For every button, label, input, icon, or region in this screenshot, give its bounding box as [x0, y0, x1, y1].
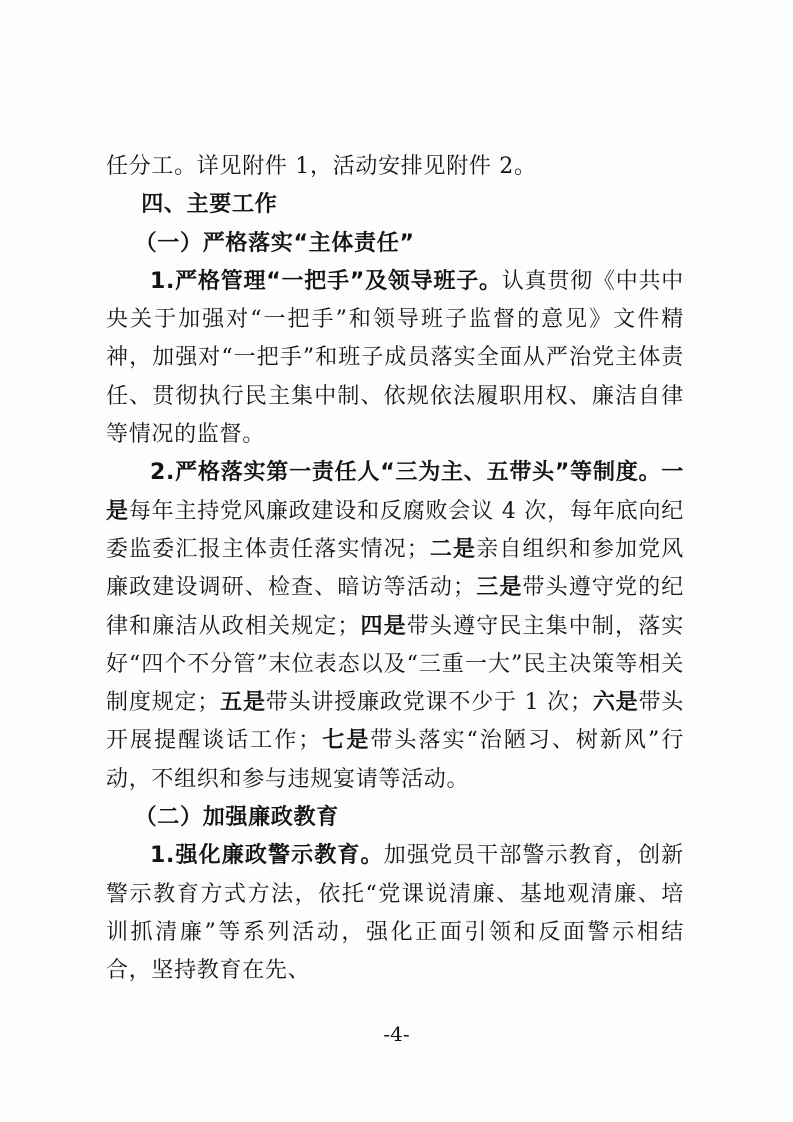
section-heading: 四、主要工作 — [141, 192, 278, 218]
item-1-2-paragraph — [106, 454, 684, 799]
subsection-heading-2: （二）加强廉政教育 — [134, 805, 339, 831]
item-1-2-title: 2.严格落实第一责任人“三为主、五带头”等制度。 — [150, 460, 662, 486]
point-2-text: 亲自组织和参加党风廉政建设调研、检查、暗访等活动； — [106, 536, 684, 601]
point-1-text: 每年主持党风廉政建设和反腐败会议 4 次，每年底向纪委监委汇报主体责任落实情况； — [106, 498, 684, 562]
point-2-label: 二是 — [429, 536, 477, 562]
point-4-label: 四是 — [360, 613, 407, 639]
page-number: -4- — [383, 1022, 410, 1046]
body-text — [106, 148, 684, 991]
item-2-1-text: 加强党员干部警示教育，创新警示教育方式方法，依托“党课说清廉、基地观清廉、培训抓清廉”等系列活动，强化正面引领和反面警示相结合，坚持教育在先、 — [106, 843, 684, 984]
item-1-1-text: 认真贯彻《中共中央关于加强对“一把手”和领导班子监督的意见》文件精神，加强对“一把手”和班子成员落实全面从严治党主体责任、贯彻执行民主集中制、依规依法履职用权、廉洁自律等情况的监督。 — [106, 268, 684, 448]
continuation-paragraph: 任分工。详见附件 1，活动安排见附件 2。 — [106, 154, 537, 179]
item-2-1-paragraph — [106, 837, 684, 990]
point-3-label: 三是 — [475, 575, 523, 601]
point-6-text: 带头开展提醒谈话工作； — [106, 690, 685, 754]
item-1-1-paragraph — [106, 263, 684, 454]
item-1-1-title: 1.严格管理“一把手”及领导班子。 — [150, 268, 502, 294]
point-7-label: 七是 — [320, 728, 371, 754]
point-5-text: 带头讲授廉政党课不少于 1 次； — [265, 690, 593, 716]
point-7-text: 带头落实“治陋习、树新风”行动，不组织和参与违规宴请等活动。 — [106, 728, 684, 792]
point-5-label: 五是 — [220, 690, 266, 716]
item-2-1-title: 1.强化廉政警示教育。 — [150, 843, 384, 869]
subsection-heading-1: （一）严格落实“主体责任” — [134, 230, 415, 256]
point-6-label: 六是 — [592, 690, 639, 716]
point-3-text: 带头遵守党的纪律和廉洁从政相关规定； — [106, 575, 685, 639]
point-4-text: 带头遵守民主集中制，落实好“四个不分管”末位表态以及“三重一大”民主决策等相关制度规定； — [106, 613, 685, 716]
point-1-label: 一是 — [106, 460, 684, 524]
